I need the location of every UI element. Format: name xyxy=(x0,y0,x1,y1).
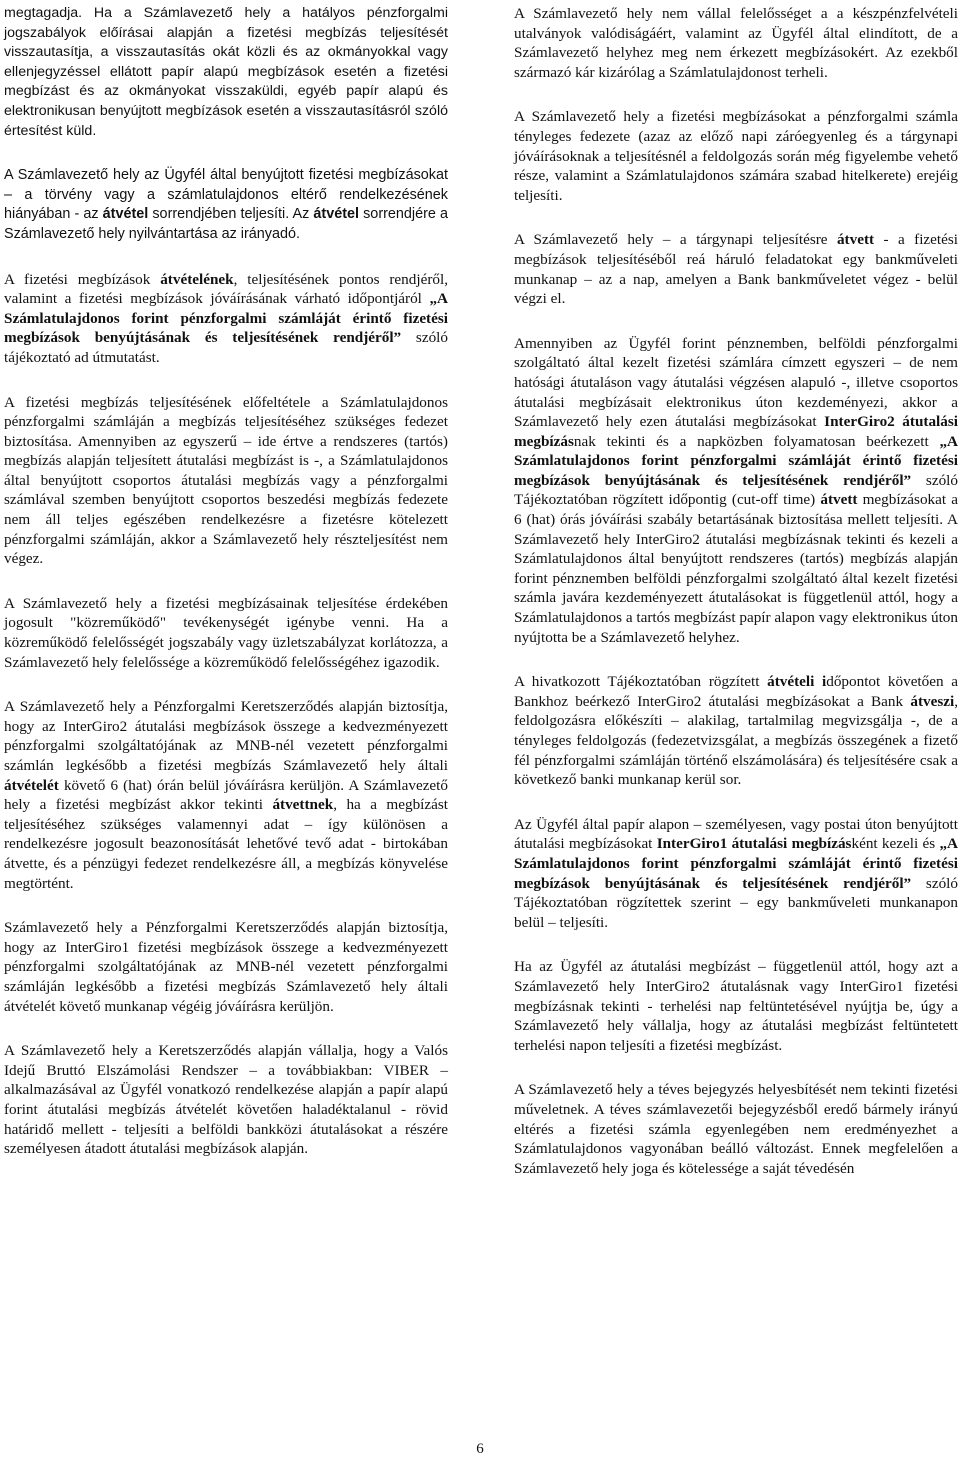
bold-text: átvett xyxy=(836,231,875,249)
left-column xyxy=(4,4,448,1184)
bold-text: „A Számlatulajdonos forint pénzforgalmi számláját érintő fizetési megbízások benyújtásának és teljesítésének rendjéről” xyxy=(514,835,958,892)
right-paragraph xyxy=(514,815,958,933)
bold-text: átvettnek xyxy=(272,796,334,814)
text-run: A Számlavezető hely az Ügyfél által benyújtott fizetési megbízásokat – a törvény vagy a számlatulajdonos eltérő rendelkezésének hiányában - az xyxy=(4,167,448,223)
left-paragraph xyxy=(4,393,448,569)
text-run: dőpontot követően a Bankhoz beérkező InterGiro2 átutalási megbízásokat a Bank xyxy=(514,673,958,710)
right-paragraph xyxy=(514,107,958,205)
bold-text: átvételét xyxy=(4,776,59,794)
right-paragraph xyxy=(514,230,958,308)
text-run: szóló Tájékoztatóban rögzítettek szerint – egy bankműveleti munkanapon belül – teljesíti. xyxy=(514,874,958,931)
bold-text: átvételi i xyxy=(767,673,827,691)
bold-text: InterGiro1 átutalási megbízás xyxy=(656,835,852,853)
text-run: sorrendjében teljesíti. Az xyxy=(148,206,314,223)
bold-text: átvétel xyxy=(102,206,149,223)
text-run: Számlavezető hely a Pénzforgalmi Keretszerződés alapján biztosítja, hogy az InterGiro1 fizetési megbízások összege a kedvezményezett pénzforgalmi szolgáltatójának az MNB-nél vezetett pénzforgalmi számláján legkésőbb a fizetési megbízás Számlavezető hely általi átvételét követő munkanap végéig jóváírásra kerüljön. xyxy=(4,919,448,1015)
text-run: A Számlavezető hely a Keretszerződés alapján vállalja, hogy a Valós Idejű Bruttó Elszámolási Rendszer – a továbbiakban: VIBER – alkalmazásával az Ügyfél vonatkozó rendelkezése alapján a papír alapú forint átutalási megbízás átvételét követően haladéktalanul - rövid határidő mellett - teljesíti a belföldi bankközi átutalásokat a részére személyesen átadott átutalási megbízások alapján. xyxy=(4,1042,448,1158)
text-run: ként kezeli és xyxy=(851,835,940,853)
text-run: Amennyiben az Ügyfél forint pénznemben, belföldi pénzforgalmi szolgáltató által kezelt fizetési számlára címzett egyszeri – de nem hatósági átutaláson vagy átutalási végzésen alapuló -, illetve csoportos átutalási megbízásait elektronikus úton kezdeményezi, akkor a Számlavezető hely ezen átutalási megbízásokat xyxy=(514,334,958,431)
text-run: A Számlavezető hely a fizetési megbízásokat a pénzforgalmi számla tényleges fedezete (azaz az előző napi záróegyenleg és a tárgynapi jóváírásoknak a teljesítésnél a feldolgozás során még figyelembe vehető része, valamint a Számlatulajdonos számára szabad hitelkerete) erejéig teljesíti. xyxy=(514,108,958,204)
text-run: A Számlavezető hely a Pénzforgalmi Keretszerződés alapján biztosítja, hogy az InterGiro2 átutalási megbízások összege a kedvezményezett pénzforgalmi szolgáltatójának az MNB-nél vezetett pénzforgalmi számlán legkésőbb a fizetési megbízás Számlavezető hely általi xyxy=(4,698,448,774)
text-run: szóló tájékoztató ad útmutatást. xyxy=(4,329,448,366)
text-run: A hivatkozott Tájékoztatóban rögzített xyxy=(514,673,768,691)
text-run: - a fizetési megbízások teljesítéséből reá háruló feladatokat egy bankműveleti munkanap – az a nap, amelyen a Bank bankműveletet végez - belül végzi el. xyxy=(514,231,958,308)
right-paragraph xyxy=(514,957,958,1055)
text-run: A Számlavezető hely a fizetési megbízásainak teljesítése érdekében jogosult "közreműködő" tevékenységét igénybe venni. Ha a közreműködő felelősségét jogszabály vagy üzletszabályzat korlátozza, a Számlavezető hely felelőssége a közreműködő felelősségéhez igazodik. xyxy=(4,594,448,671)
bold-text: InterGiro2 átutalási megbízás xyxy=(514,413,958,450)
text-run: , teljesítésének pontos rendjéről, valamint a fizetési megbízások jóváírásának várható időpontjáról xyxy=(4,270,448,308)
text-run: A fizetési megbízások xyxy=(4,270,161,288)
bold-text: átvétel xyxy=(313,206,360,223)
left-paragraph xyxy=(4,166,448,244)
text-run: nak tekinti és a napközben folyamatosan beérkezett xyxy=(573,432,940,450)
bold-text: átveszi xyxy=(910,692,955,710)
text-run: követő 6 (hat) órán belül jóváírásra kerüljön. A Számlavezető hely a fizetési megbízást akkor tekinti xyxy=(4,776,448,814)
right-paragraph xyxy=(514,334,958,648)
left-paragraph xyxy=(4,594,448,672)
text-run: A Számlavezető hely nem vállal felelősséget a a készpénzfelvételi utalványok valódiságáért, valamint az Ügyfél által elindított, de a Számlavezető helyhez meg nem érkezett megbízásokért. Az ezekből származó kár kizárólag a Számlatulajdonost terheli. xyxy=(514,5,958,81)
text-run: Ha az Ügyfél az átutalási megbízást – függetlenül attól, hogy azt a Számlavezető hely InterGiro2 átutalásnak vagy InterGiro1 fizetési megbízásnak tekinti - terhelési nap feltüntetésével nyújtja be, úgy a Számlavezető hely vállalja, hogy az átutalási megbízást feltüntetett terhelési napon teljesíti a fizetési megbízást. xyxy=(514,958,958,1054)
text-run: A fizetési megbízás teljesítésének előfeltétele a Számlatulajdonos pénzforgalmi számláján a megbízás teljesítéséhez szükséges fedezet biztosítása. Amennyiben az egyszerű – ide értve a rendszeres (tartós) megbízás alapján teljesített átutalási megbízást is -, a Számlatulajdonos által benyújtott csoportos átutalási megbízás vagy a pénzforgalmi számlával szemben benyújtott csoportos beszedési megbízás fedezete nem áll teljes egészében rendelkezésre a fizetésre kötelezett pénzforgalmi számláján, akkor a Számlavezető hely részteljesítést nem végez. xyxy=(4,393,448,568)
text-run: Az Ügyfél által papír alapon – személyesen, vagy postai úton benyújtott átutalási megbízásokat xyxy=(514,815,958,853)
right-paragraph xyxy=(514,1080,958,1178)
page-number: 6 xyxy=(476,1441,484,1457)
right-paragraph xyxy=(514,4,958,82)
text-run: A Számlavezető hely a téves bejegyzés helyesbítését nem tekinti fizetési műveletnek. A téves számlavezetői bejegyzésből eredő bármely irányú eltérés a fizetési számla egyenlegében nem eredményezhet a Számlatulajdonos vagyonában beálló változást. Ennek megfelelően a Számlavezető hely joga és kötelessége a saját tévedésén xyxy=(514,1081,958,1177)
left-paragraph xyxy=(4,4,448,141)
text-run: , ha a megbízást teljesítéséhez szükséges valamennyi adat – így különösen a rendelkezésre jogosult beazonosítását lehetővé tevő adat - birtokában átvette, és a pénzügyi fedezet rendelkezésre áll, a megbízás könyvelése megtörtént. xyxy=(4,796,448,892)
text-run: megbízásokat a 6 (hat) órás jóváírási szabály betartásának biztosítása mellett teljesíti. A Számlavezető hely InterGiro2 átutalási megbízásnak tekinti és kezeli a Számlatulajdonos által benyújtott rendszeres (tartós) megbízás alapján forint pénznemben belföldi pénzforgalmi szolgáltató által kezelt fizetési számla javára kezdeményezett átutalásokat is függetlenül attól, hogy a Számlatulajdonos a tartós megbízást papír alapon vagy elektronikus úton nyújtotta be a Számlavezető helyhez. xyxy=(514,491,958,646)
left-paragraph xyxy=(4,697,448,893)
bold-text: „A Számlatulajdonos forint pénzforgalmi számláját érintő fizetési megbízások benyújtásának és teljesítésének rendjéről” xyxy=(514,432,958,489)
text-run: , feldolgozásra előkészíti – alakilag, tartalmilag megvizsgálja -, de a tényleges feldolgozás (fedezetvizsgálat, a megbízás összegének a fizető fél pénzforgalmi számláján történő elszámolására) és teljesítésére csak a következő banki munkanap kerül sor. xyxy=(514,692,958,789)
left-paragraph xyxy=(4,270,448,368)
text-run: megtagadja. Ha a Számlavezető hely a hatályos pénzforgalmi jogszabályok előírásai alapján a fizetési megbízás teljesítését visszautasítja, a visszautasítás okát közli és az okmányokkal vagy ellenjegyzéssel ellátott papír alapú megbízások esetén a fizetési megbízást és az okmányokat visszaküldi, egyéb papír alapú és elektronikusan benyújtott megbízások esetén a visszautasításról szóló értesítést küld. xyxy=(4,5,448,139)
right-paragraph xyxy=(514,672,958,790)
text-run: A Számlavezető hely – a tárgynapi teljesítésre xyxy=(514,231,837,249)
text-run: szóló Tájékoztatóban rögzített időpontig (cut-off time) xyxy=(514,471,958,509)
bold-text: átvett xyxy=(820,491,858,509)
bold-text: átvételének xyxy=(160,270,234,288)
right-column xyxy=(514,4,958,1203)
left-paragraph xyxy=(4,1041,448,1159)
bold-text: „A Számlatulajdonos forint pénzforgalmi számláját érintő fizetési megbízások benyújtásának és teljesítésének rendjéről” xyxy=(4,290,448,347)
left-paragraph xyxy=(4,918,448,1016)
text-run: sorrendjére a Számlavezető hely nyilvántartása az irányadó. xyxy=(4,206,448,242)
